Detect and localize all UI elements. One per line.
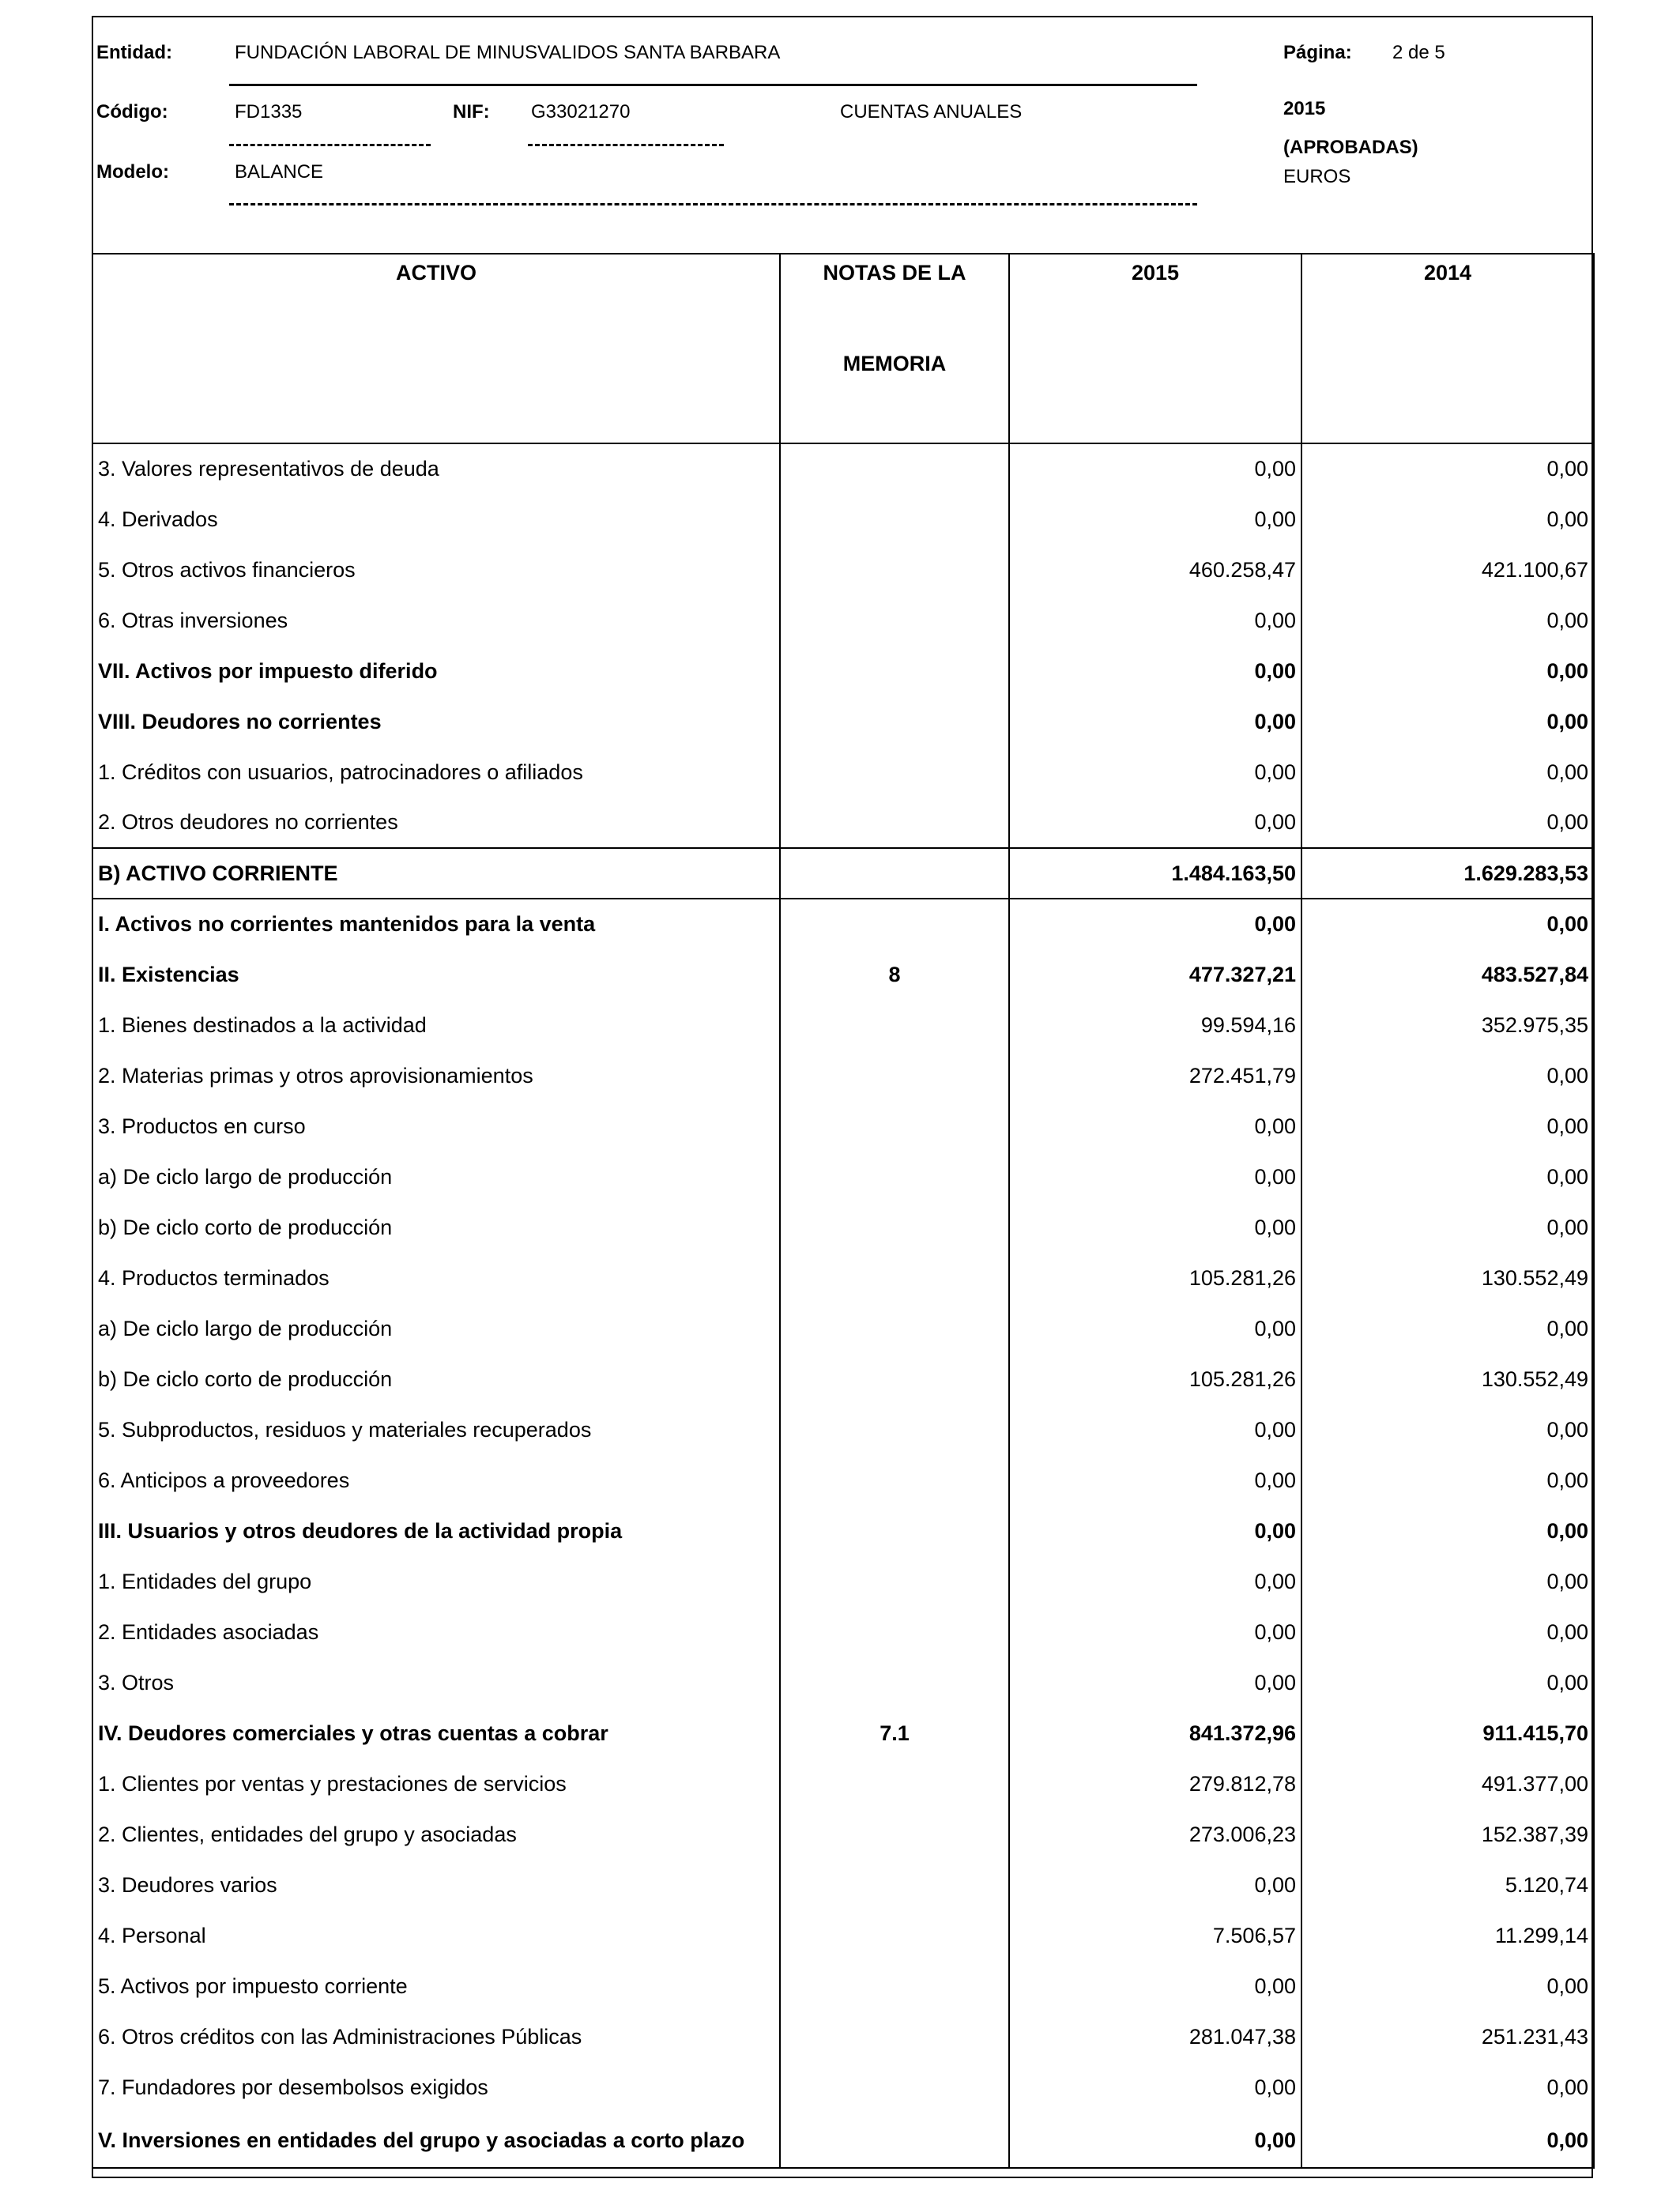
row-value-2015: 105.281,26 [1009, 1253, 1301, 1303]
row-label: 1. Clientes por ventas y prestaciones de servicios [92, 1759, 780, 1809]
table-header-row [92, 254, 1594, 443]
row-value-2015: 1.484.163,50 [1009, 848, 1301, 899]
row-value-2014: 0,00 [1301, 1101, 1594, 1152]
pagina-value: 2 de 5 [1392, 42, 1445, 63]
row-value-2015: 105.281,26 [1009, 1354, 1301, 1404]
row-note [780, 646, 1009, 696]
header-notas-line1: NOTAS DE LA [823, 261, 966, 285]
row-value-2014: 130.552,49 [1301, 1354, 1594, 1404]
row-value-2015: 272.451,79 [1009, 1050, 1301, 1101]
row-label: 3. Deudores varios [92, 1860, 780, 1910]
table-row [92, 1000, 1594, 1050]
row-value-2015: 0,00 [1009, 1152, 1301, 1202]
header-notas-line2: MEMORIA [842, 352, 947, 375]
row-value-2015: 99.594,16 [1009, 1000, 1301, 1050]
row-note [780, 1354, 1009, 1404]
table-row [92, 1354, 1594, 1404]
row-label: b) De ciclo corto de producción [92, 1202, 780, 1253]
row-note [780, 696, 1009, 747]
row-note [780, 797, 1009, 848]
row-label: 6. Otros créditos con las Administraciones Públicas [92, 2011, 780, 2062]
row-note [780, 747, 1009, 797]
row-value-2015: 0,00 [1009, 2113, 1301, 2168]
row-value-2014: 251.231,43 [1301, 2011, 1594, 2062]
row-note [780, 1202, 1009, 1253]
row-note [780, 2011, 1009, 2062]
row-label: 6. Otras inversiones [92, 595, 780, 646]
table-row [92, 747, 1594, 797]
table-row [92, 848, 1594, 899]
row-label: 2. Otros deudores no corrientes [92, 797, 780, 848]
row-value-2014: 0,00 [1301, 494, 1594, 545]
row-value-2015: 0,00 [1009, 797, 1301, 848]
table-row [92, 2011, 1594, 2062]
row-value-2015: 0,00 [1009, 1860, 1301, 1910]
row-note: 8 [780, 949, 1009, 1000]
row-label: a) De ciclo largo de producción [92, 1152, 780, 1202]
row-value-2015: 0,00 [1009, 1506, 1301, 1556]
row-note [780, 1101, 1009, 1152]
row-label: 1. Entidades del grupo [92, 1556, 780, 1607]
row-value-2014: 0,00 [1301, 1455, 1594, 1506]
row-note [780, 595, 1009, 646]
table-row [92, 1152, 1594, 1202]
table-row [92, 1455, 1594, 1506]
row-value-2015: 0,00 [1009, 1556, 1301, 1607]
row-value-2015: 281.047,38 [1009, 2011, 1301, 2062]
row-note [780, 2062, 1009, 2113]
row-note [780, 1607, 1009, 1657]
row-value-2014: 0,00 [1301, 595, 1594, 646]
table-row [92, 1910, 1594, 1961]
row-note [780, 1910, 1009, 1961]
row-value-2014: 0,00 [1301, 1506, 1594, 1556]
table-row [92, 1657, 1594, 1708]
row-label: IV. Deudores comerciales y otras cuentas a cobrar [92, 1708, 780, 1759]
row-label: 4. Derivados [92, 494, 780, 545]
row-label: VIII. Deudores no corrientes [92, 696, 780, 747]
row-value-2015: 0,00 [1009, 2062, 1301, 2113]
modelo-underline [229, 203, 1197, 205]
row-value-2014: 0,00 [1301, 443, 1594, 494]
row-note [780, 545, 1009, 595]
row-note: 7.1 [780, 1708, 1009, 1759]
row-note [780, 2113, 1009, 2168]
row-value-2014: 0,00 [1301, 696, 1594, 747]
row-label: B) ACTIVO CORRIENTE [92, 848, 780, 899]
entidad-value: FUNDACIÓN LABORAL DE MINUSVALIDOS SANTA BARBARA [235, 42, 781, 63]
row-label: 1. Bienes destinados a la actividad [92, 1000, 780, 1050]
table-row [92, 2062, 1594, 2113]
row-label: 2. Entidades asociadas [92, 1607, 780, 1657]
row-value-2015: 273.006,23 [1009, 1809, 1301, 1860]
row-label: 1. Créditos con usuarios, patrocinadores o afiliados [92, 747, 780, 797]
row-note [780, 1000, 1009, 1050]
row-label: a) De ciclo largo de producción [92, 1303, 780, 1354]
row-label: 3. Otros [92, 1657, 780, 1708]
table-row [92, 899, 1594, 949]
table-row [92, 797, 1594, 848]
row-value-2014: 911.415,70 [1301, 1708, 1594, 1759]
row-label: 3. Productos en curso [92, 1101, 780, 1152]
nif-underline [528, 144, 724, 146]
row-value-2014: 152.387,39 [1301, 1809, 1594, 1860]
fiscal-year: 2015 [1283, 98, 1326, 119]
modelo-value: BALANCE [235, 161, 324, 183]
row-value-2014: 0,00 [1301, 1303, 1594, 1354]
codigo-label: Código: [96, 101, 168, 123]
table-row [92, 1860, 1594, 1910]
row-value-2014: 0,00 [1301, 2062, 1594, 2113]
row-value-2015: 279.812,78 [1009, 1759, 1301, 1809]
row-note [780, 443, 1009, 494]
row-value-2014: 0,00 [1301, 1202, 1594, 1253]
row-label: 2. Clientes, entidades del grupo y asociadas [92, 1809, 780, 1860]
codigo-underline [229, 144, 431, 146]
row-value-2015: 0,00 [1009, 1202, 1301, 1253]
row-note [780, 1860, 1009, 1910]
row-value-2015: 0,00 [1009, 1657, 1301, 1708]
table-row [92, 1708, 1594, 1759]
row-value-2014: 0,00 [1301, 646, 1594, 696]
table-row [92, 1202, 1594, 1253]
row-note [780, 899, 1009, 949]
row-value-2015: 477.327,21 [1009, 949, 1301, 1000]
entidad-label: Entidad: [96, 42, 172, 63]
row-note [780, 1050, 1009, 1101]
row-value-2015: 0,00 [1009, 747, 1301, 797]
header-notas [780, 254, 1009, 443]
row-value-2014: 352.975,35 [1301, 1000, 1594, 1050]
row-label: II. Existencias [92, 949, 780, 1000]
row-value-2014: 5.120,74 [1301, 1860, 1594, 1910]
row-value-2014: 0,00 [1301, 797, 1594, 848]
row-value-2015: 460.258,47 [1009, 545, 1301, 595]
table-row [92, 1961, 1594, 2011]
currency-label: EUROS [1283, 166, 1351, 187]
pagina-label: Página: [1283, 42, 1352, 63]
entidad-underline [229, 84, 1197, 86]
row-value-2014: 0,00 [1301, 1404, 1594, 1455]
row-label: V. Inversiones en entidades del grupo y asociadas a corto plazo [92, 2113, 780, 2168]
row-value-2014: 11.299,14 [1301, 1910, 1594, 1961]
row-value-2014: 0,00 [1301, 747, 1594, 797]
row-label: VII. Activos por impuesto diferido [92, 646, 780, 696]
table-row [92, 696, 1594, 747]
row-label: 7. Fundadores por desembolsos exigidos [92, 2062, 780, 2113]
row-value-2014: 0,00 [1301, 1152, 1594, 1202]
row-value-2015: 7.506,57 [1009, 1910, 1301, 1961]
row-value-2015: 0,00 [1009, 494, 1301, 545]
table-row [92, 595, 1594, 646]
row-note [780, 1303, 1009, 1354]
row-value-2014: 0,00 [1301, 1556, 1594, 1607]
table-row [92, 1050, 1594, 1101]
row-value-2014: 0,00 [1301, 1050, 1594, 1101]
row-value-2015: 0,00 [1009, 1101, 1301, 1152]
table-row [92, 1607, 1594, 1657]
table-row [92, 1556, 1594, 1607]
table-row [92, 1101, 1594, 1152]
row-value-2015: 0,00 [1009, 1404, 1301, 1455]
row-note [780, 494, 1009, 545]
row-value-2014: 0,00 [1301, 2113, 1594, 2168]
row-label: III. Usuarios y otros deudores de la actividad propia [92, 1506, 780, 1556]
header-activo: ACTIVO [92, 254, 780, 443]
row-value-2015: 0,00 [1009, 1961, 1301, 2011]
row-note [780, 1253, 1009, 1303]
row-value-2014: 0,00 [1301, 899, 1594, 949]
row-note [780, 1404, 1009, 1455]
row-value-2014: 483.527,84 [1301, 949, 1594, 1000]
row-label: 3. Valores representativos de deuda [92, 443, 780, 494]
nif-value: G33021270 [531, 101, 631, 123]
row-note [780, 1809, 1009, 1860]
row-value-2014: 491.377,00 [1301, 1759, 1594, 1809]
table-row [92, 1759, 1594, 1809]
row-value-2014: 0,00 [1301, 1657, 1594, 1708]
row-label: 4. Personal [92, 1910, 780, 1961]
row-label: 2. Materias primas y otros aprovisionamientos [92, 1050, 780, 1101]
table-row [92, 1303, 1594, 1354]
row-value-2014: 0,00 [1301, 1607, 1594, 1657]
row-value-2014: 130.552,49 [1301, 1253, 1594, 1303]
row-label: 5. Subproductos, residuos y materiales recuperados [92, 1404, 780, 1455]
header-year-2014: 2014 [1301, 254, 1594, 443]
table-row [92, 646, 1594, 696]
row-label: 5. Activos por impuesto corriente [92, 1961, 780, 2011]
table-row [92, 2113, 1594, 2168]
row-value-2015: 0,00 [1009, 1303, 1301, 1354]
row-label: 5. Otros activos financieros [92, 545, 780, 595]
row-value-2014: 1.629.283,53 [1301, 848, 1594, 899]
header-year-2015: 2015 [1009, 254, 1301, 443]
row-value-2015: 0,00 [1009, 1455, 1301, 1506]
row-value-2015: 841.372,96 [1009, 1708, 1301, 1759]
table-row [92, 1506, 1594, 1556]
row-value-2015: 0,00 [1009, 443, 1301, 494]
row-value-2014: 421.100,67 [1301, 545, 1594, 595]
table-row [92, 1404, 1594, 1455]
row-note [780, 1961, 1009, 2011]
nif-label: NIF: [453, 101, 490, 123]
table-row [92, 1253, 1594, 1303]
row-value-2015: 0,00 [1009, 899, 1301, 949]
row-label: 6. Anticipos a proveedores [92, 1455, 780, 1506]
table-body [92, 443, 1594, 2168]
row-label: I. Activos no corrientes mantenidos para la venta [92, 899, 780, 949]
approval-status: (APROBADAS) [1283, 137, 1418, 158]
row-label: b) De ciclo corto de producción [92, 1354, 780, 1404]
row-value-2015: 0,00 [1009, 1607, 1301, 1657]
table-row [92, 545, 1594, 595]
codigo-value: FD1335 [235, 101, 303, 123]
table-row [92, 949, 1594, 1000]
row-value-2015: 0,00 [1009, 696, 1301, 747]
row-note [780, 1657, 1009, 1708]
row-note [780, 848, 1009, 899]
row-label: 4. Productos terminados [92, 1253, 780, 1303]
row-value-2014: 0,00 [1301, 1961, 1594, 2011]
document-type: CUENTAS ANUALES [840, 101, 1023, 123]
table-row [92, 1809, 1594, 1860]
row-value-2015: 0,00 [1009, 646, 1301, 696]
row-note [780, 1556, 1009, 1607]
table-row [92, 443, 1594, 494]
balance-table [92, 253, 1595, 2169]
row-note [780, 1152, 1009, 1202]
row-value-2015: 0,00 [1009, 595, 1301, 646]
row-note [780, 1506, 1009, 1556]
modelo-label: Modelo: [96, 161, 169, 183]
table-row [92, 494, 1594, 545]
row-note [780, 1455, 1009, 1506]
row-note [780, 1759, 1009, 1809]
